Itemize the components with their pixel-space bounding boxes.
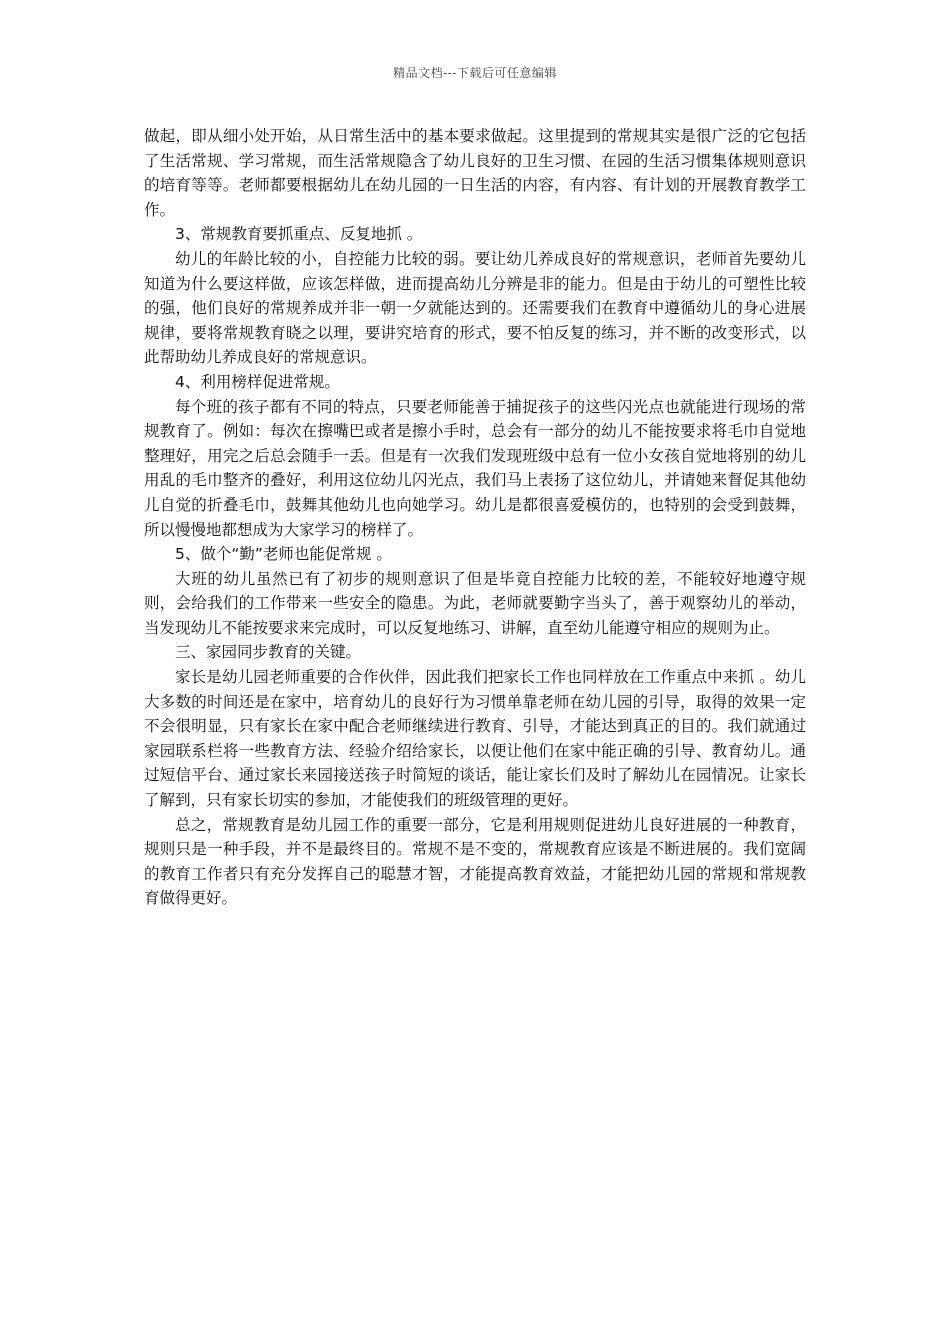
paragraph-point-4: 每个班的孩子都有不同的特点，只要老师能善于捕捉孩子的这些闪光点也就能进行现场的常规教育了。例如：每次在擦嘴巴或者是擦小手时，总会有一部分的幼儿不能按要求将毛巾自觉地整理好，用完之后总会随手一丢。但是有一次我们发现班级中总有一位小女孩自觉地将别的幼儿用乱的毛巾整齐的叠好，利用这位幼儿闪光点，我们马上表扬了这位幼儿，并请她来督促其他幼儿自觉的折叠毛巾，鼓舞其他幼儿也向她学习。幼儿是都很喜爱模仿的，也特别的会受到鼓舞，所以慢慢地都想成为大家学习的榜样了。 (144, 397, 806, 539)
heading-section-3: 三、家园同步教育的关键。 (175, 643, 362, 662)
paragraph-point-5: 大班的幼儿虽然已有了初步的规则意识了但是毕竟自控能力比较的差，不能较好地遵守规则，会给我们的工作带来一些安全的隐患。为此，老师就要勤字当头了，善于观察幼儿的举动，当发现幼儿不能按要求来完成时，可以反复地练习、讲解，直至幼儿能遵守相应的规则为止。 (144, 569, 806, 637)
paragraph-intro: 做起，即从细小处开始，从日常生活中的基本要求做起。这里提到的常规其实是很广泛的它包括了生活常规、学习常规，而生活常规隐含了幼儿良好的卫生习惯、在园的生活习惯集体规则意识的培育等等。老师都要根据幼儿在幼儿园的一日生活的内容，有内容、有计划的开展教育教学工作。 (144, 127, 806, 219)
heading-point-5: 5、做个“勤”老师也能促常规 。 (175, 545, 392, 564)
page-header: 精品文档---下载后可任意编辑 (393, 66, 557, 80)
paragraph-section-3: 家长是幼儿园老师重要的合作伙伴，因此我们把家长工作也同样放在工作重点中来抓 。幼儿大多数的时间还是在家中，培育幼儿的良好行为习惯单靠老师在幼儿园的引导，取得的效果一定不会很明显，只有家长在家中配合老师继续进行教育、引导，才能达到真正的目的。我们就通过家园联系栏将一些教育方法、经验介绍给家长，以便让他们在家中能正确的引导、教育幼儿。通过短信平台、通过家长来园接送孩子时简短的谈话，能让家长们及时了解幼儿在园情况。让家长了解到，只有家长切实的参加，才能使我们的班级管理的更好。 (144, 668, 806, 810)
heading-point-4: 4、利用榜样促进常规。 (175, 372, 340, 391)
paragraph-conclusion: 总之，常规教育是幼儿园工作的重要一部分，它是利用规则促进幼儿良好进展的一种教育，规则只是一种手段，并不是最终目的。常规不是不变的，常规教育应该是不断进展的。我们宽阔的教育工作者只有充分发挥自己的聪慧才智，才能提高教育效益，才能把幼儿园的常规和常规教育做得更好。 (144, 815, 806, 908)
heading-point-3: 3、常规教育要抓重点、反复地抓 。 (175, 225, 423, 244)
document-body (144, 124, 806, 911)
paragraph-point-3: 幼儿的年龄比较的小，自控能力比较的弱。要让幼儿养成良好的常规意识，老师首先要幼儿知道为什么要这样做，应该怎样做，进而提高幼儿分辨是非的能力。但是由于幼儿的可塑性比较的强，他们良好的常规养成并非一朝一夕就能达到的。还需要我们在教育中遵循幼儿的身心进展规律，要将常规教育晓之以理，要讲究培育的形式，要不怕反复的练习，并不断的改变形式，以此帮助幼儿养成良好的常规意识。 (144, 249, 806, 367)
